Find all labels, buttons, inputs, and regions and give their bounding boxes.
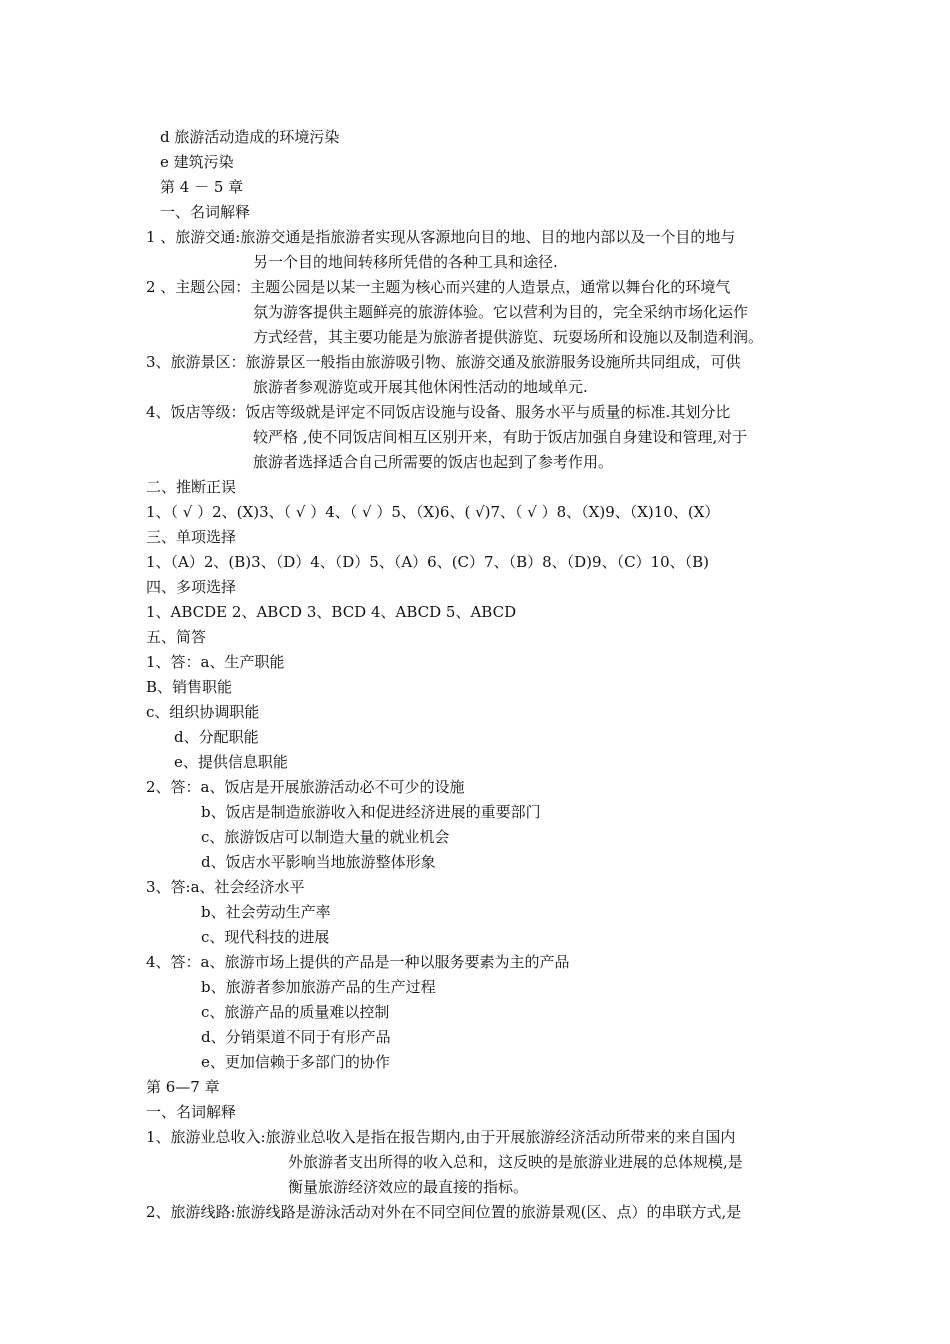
term-hotel-grade-cont-1: 较严格 ,使不同饭店间相互区别开来，有助于饭店加强自身建设和管理,对于 — [253, 428, 748, 446]
term-theme-park-cont-1: 氛为游客提供主题鲜亮的旅游体验。它以营利为目的，完全采纳市场化运作 — [253, 303, 749, 321]
term-hotel-grade-cont-2: 旅游者选择适合自己所需要的饭店也起到了参考作用。 — [253, 453, 614, 471]
section-heading-terms: 一、名词解释 — [160, 203, 251, 221]
term-hotel-grade: 4、饭店等级：饭店等级就是评定不同饭店设施与设备、服务水平与质量的标准.其划分比 — [146, 403, 731, 421]
term-tourism-transport: 1 、旅游交通:旅游交通是指旅游者实现从客源地向目的地、目的地内部以及一个目的地与 — [146, 228, 736, 246]
term-theme-park: 2 、主题公园：主题公园是以某一主题为核心而兴建的人造景点，通常以舞台化的环境气 — [146, 278, 731, 296]
answer-3-b: b、社会劳动生产率 — [201, 903, 331, 921]
answer-4-a: 4、答：a、旅游市场上提供的产品是一种以服务要素为主的产品 — [146, 953, 570, 971]
answer-4-e: e、更加信赖于多部门的协作 — [201, 1053, 390, 1071]
answer-1-d: d、分配职能 — [174, 728, 259, 746]
term-scenic-area-cont: 旅游者参观游览或开展其他休闲性活动的地域单元. — [253, 378, 588, 396]
term-total-revenue-cont-2: 衡量旅游经济效应的最直接的指标。 — [288, 1178, 529, 1196]
answer-1-b: B、销售职能 — [146, 678, 233, 696]
section-heading-multi-choice: 四、多项选择 — [146, 578, 237, 596]
answer-3-c: c、现代科技的进展 — [201, 928, 330, 946]
section-heading-terms-2: 一、名词解释 — [146, 1103, 237, 1121]
section-heading-single-choice: 三、单项选择 — [146, 528, 237, 546]
term-tourism-transport-cont: 另一个目的地间转移所凭借的各种工具和途径. — [253, 253, 558, 271]
chapter-heading-6-7: 第 6—7 章 — [146, 1078, 220, 1096]
answer-1-e: e、提供信息职能 — [174, 753, 288, 771]
section-heading-true-false: 二、推断正误 — [146, 478, 237, 496]
answer-2-a: 2、答：a、饭店是开展旅游活动必不可少的设施 — [146, 778, 465, 796]
term-scenic-area: 3、旅游景区：旅游景区一般指由旅游吸引物、旅游交通及旅游服务设施所共同组成，可供 — [146, 353, 741, 371]
term-tour-route: 2、旅游线路:旅游线路是游泳活动对外在不同空间位置的旅游景观(区、点）的串联方式,是 — [146, 1203, 742, 1221]
answer-3-a: 3、答:a、社会经济水平 — [146, 878, 305, 896]
answer-2-c: c、旅游饭店可以制造大量的就业机会 — [201, 828, 450, 846]
answers-single-choice: 1、（A）2、(B)3、（D）4、（D）5、（A）6、(C）7、（B）8、（D)9、（C）10、（B) — [146, 553, 710, 571]
line-e-building-pollution: e 建筑污染 — [160, 153, 234, 171]
answer-2-b: b、饭店是制造旅游收入和促进经济进展的重要部门 — [201, 803, 541, 821]
answer-2-d: d、饭店水平影响当地旅游整体形象 — [201, 853, 436, 871]
answer-1-c: c、组织协调职能 — [146, 703, 260, 721]
answers-multi-choice: 1、ABCDE 2、ABCD 3、BCD 4、ABCD 5、ABCD — [146, 603, 517, 621]
answer-4-d: d、分销渠道不同于有形产品 — [201, 1028, 391, 1046]
term-total-revenue-cont-1: 外旅游者支出所得的收入总和，这反映的是旅游业进展的总体规模,是 — [288, 1153, 743, 1171]
answers-true-false: 1、（ √ ）2、(X)3、（ √ ）4、（ √ ）5、（X)6、( √)7、（ √ ）8、（X)9、（X)10、(X） — [146, 503, 720, 521]
chapter-heading-4-5: 第 4 － 5 章 — [160, 178, 244, 196]
answer-1-a: 1、答：a、生产职能 — [146, 653, 285, 671]
term-theme-park-cont-2: 方式经营，其主要功能是为旅游者提供游览、玩耍场所和设施以及制造利润。 — [253, 328, 764, 346]
line-d-env-pollution: d 旅游活动造成的环境污染 — [160, 128, 340, 146]
term-total-revenue: 1、旅游业总收入:旅游业总收入是指在报告期内,由于开展旅游经济活动所带来的来自国内 — [146, 1128, 736, 1146]
answer-4-b: b、旅游者参加旅游产品的生产过程 — [201, 978, 436, 996]
section-heading-short-answer: 五、简答 — [146, 628, 207, 646]
answer-4-c: c、旅游产品的质量难以控制 — [201, 1003, 390, 1021]
